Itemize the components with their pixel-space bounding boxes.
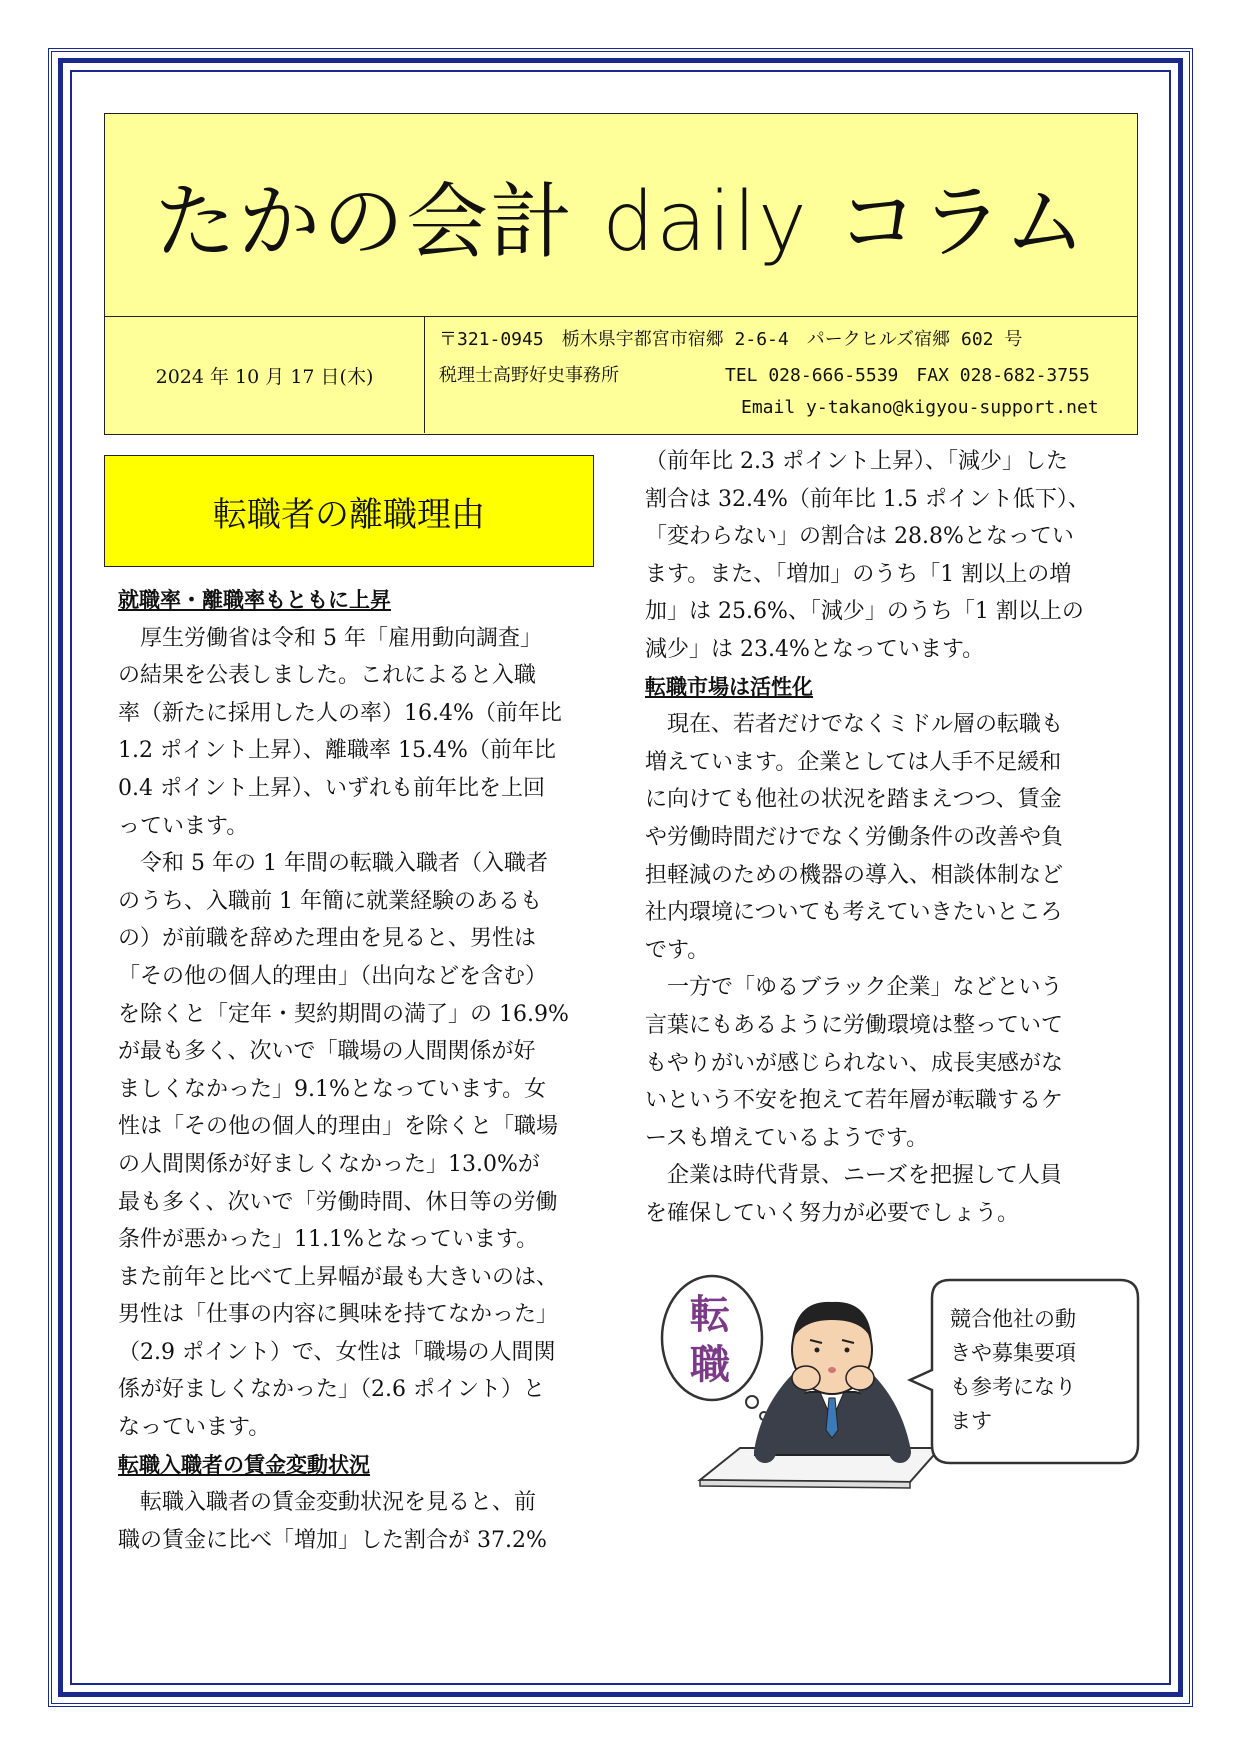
body-line: 「変わらない」の割合は 28.8%となってい: [645, 524, 1074, 550]
body-line: 令和 5 年の 1 年間の転職入職者（入職者: [118, 851, 548, 877]
body-line: に向けても他社の状況を踏まえつつ、賃金: [645, 787, 1062, 813]
man-figure: [755, 1302, 908, 1455]
body-line: 0.4 ポイント上昇）、いずれも前年比を上回: [118, 775, 545, 801]
body-line: 厚生労働省は令和 5 年「雇用動向調査」: [118, 625, 542, 651]
body-line: 「その他の個人的理由」（出向などを含む）: [118, 963, 548, 989]
body-line: 企業は時代背景、ニーズを把握して人員: [645, 1163, 1062, 1189]
speech-line: も参考になり: [950, 1375, 1076, 1399]
body-line: （前年比 2.3 ポイント上昇）、「減少」した: [645, 449, 1068, 474]
body-line: （2.9 ポイント）で、女性は「職場の人間関: [118, 1339, 556, 1365]
body-line: 率（新たに採用した人の率）16.4%（前年比: [118, 700, 562, 726]
thought-char-shoku: 職: [690, 1342, 730, 1388]
article-column-right: [645, 443, 1135, 1232]
body-line: 性は「その他の個人的理由」を除くと「職場: [118, 1114, 559, 1140]
body-line: 最も多く、次いで「労働時間、休日等の労働: [118, 1189, 558, 1215]
masthead: [104, 113, 1138, 317]
body-line: の結果を公表しました。これによると入職: [118, 663, 537, 689]
body-line: 加」は 25.6%、「減少」のうち「1 割以上の: [645, 599, 1084, 625]
body-line: 係が好ましくなかった」（2.6 ポイント）と: [118, 1377, 545, 1403]
body-line: 担軽減のための機器の導入、相談体制など: [645, 862, 1064, 888]
body-line: を除くと「定年・契約期間の満了」の 16.9%: [118, 1001, 569, 1027]
body-line: 条件が悪かった」11.1%となっています。: [118, 1227, 539, 1253]
body-line: 転職入職者の賃金変動状況を見ると、前: [118, 1490, 537, 1516]
body-line: ます。また、「増加」のうち「1 割以上の増: [645, 561, 1072, 587]
body-line: が最も多く、次いで「職場の人間関係が好: [118, 1039, 536, 1065]
office-name: 税理士高野好史事務所: [439, 365, 619, 386]
article-title-box: [104, 455, 594, 567]
body-line: ースも増えているようです。: [645, 1125, 929, 1151]
office-email: Email y-takano@kigyou-support.net: [741, 397, 1099, 418]
body-line: ましくなかった」9.1%となっています。女: [118, 1076, 547, 1102]
body-line: 割合は 32.4%（前年比 1.5 ポイント低下）、: [645, 486, 1090, 512]
office-tel-fax: TEL 028-666-5539 FAX 028-682-3755: [725, 365, 1090, 386]
article-title: 転職者の離職理由: [213, 494, 485, 535]
body-line: なっています。: [118, 1415, 271, 1441]
body-line: を確保していく努力が必要でしょう。: [645, 1200, 1020, 1226]
speech-line: ます: [950, 1409, 992, 1433]
body-line: 1.2 ポイント上昇）、離職率 15.4%（前年比: [118, 738, 556, 764]
masthead-title: たかの会計 daily コラム: [154, 174, 1088, 270]
body-line: 社内環境についても考えていきたいところ: [645, 900, 1063, 926]
body-line: もやりがいが感じられない、成長実感がな: [645, 1050, 1064, 1076]
body-line: 現在、若者だけでなくミドル層の転職も: [645, 712, 1064, 738]
article-column-left: [118, 582, 608, 1559]
body-line: です。: [645, 937, 710, 963]
info-bar: [104, 317, 1138, 435]
speech-bubble-text: [950, 1302, 1120, 1438]
subheading: 転職入職者の賃金変動状況: [118, 1452, 370, 1477]
subheading: 就職率・離職率もともに上昇: [118, 588, 391, 612]
body-line: 職の賃金に比べ「増加」した割合が 37.2%: [118, 1527, 547, 1553]
speech-line: 競合他社の動: [950, 1307, 1076, 1331]
body-line: 言葉にもあるように労働環境は整っていて: [645, 1012, 1064, 1038]
body-line: っています。: [118, 813, 249, 839]
office-address: 〒321-0945 栃木県宇都宮市宿郷 2-6-4 パークヒルズ宿郷 602 号: [439, 329, 1023, 350]
body-line: 男性は「仕事の内容に興味を持てなかった」: [118, 1302, 559, 1328]
issue-date: 2024 年 10 月 17 日(木): [105, 317, 425, 433]
thought-char-ten: 転: [690, 1292, 730, 1338]
body-line: や労働時間だけでなく労働条件の改善や負: [645, 824, 1064, 850]
speech-line: きや募集要項: [950, 1341, 1076, 1365]
body-line: 増えています。企業としては人手不足緩和: [645, 749, 1062, 775]
body-line: の）が前職を辞めた理由を見ると、男性は: [118, 926, 537, 952]
body-line: また前年と比べて上昇幅が最も大きいのは、: [118, 1264, 559, 1290]
subheading: 転職市場は活性化: [645, 674, 813, 699]
body-line: 減少」は 23.4%となっています。: [645, 636, 985, 662]
body-line: 一方で「ゆるブラック企業」などという: [645, 975, 1063, 1001]
body-line: のうち、入職前 1 年簡に就業経験のあるも: [118, 888, 542, 914]
body-line: いという不安を抱えて若年層が転職するケ: [645, 1088, 1064, 1114]
body-line: の人間関係が好ましくなかった」13.0%が: [118, 1151, 540, 1177]
